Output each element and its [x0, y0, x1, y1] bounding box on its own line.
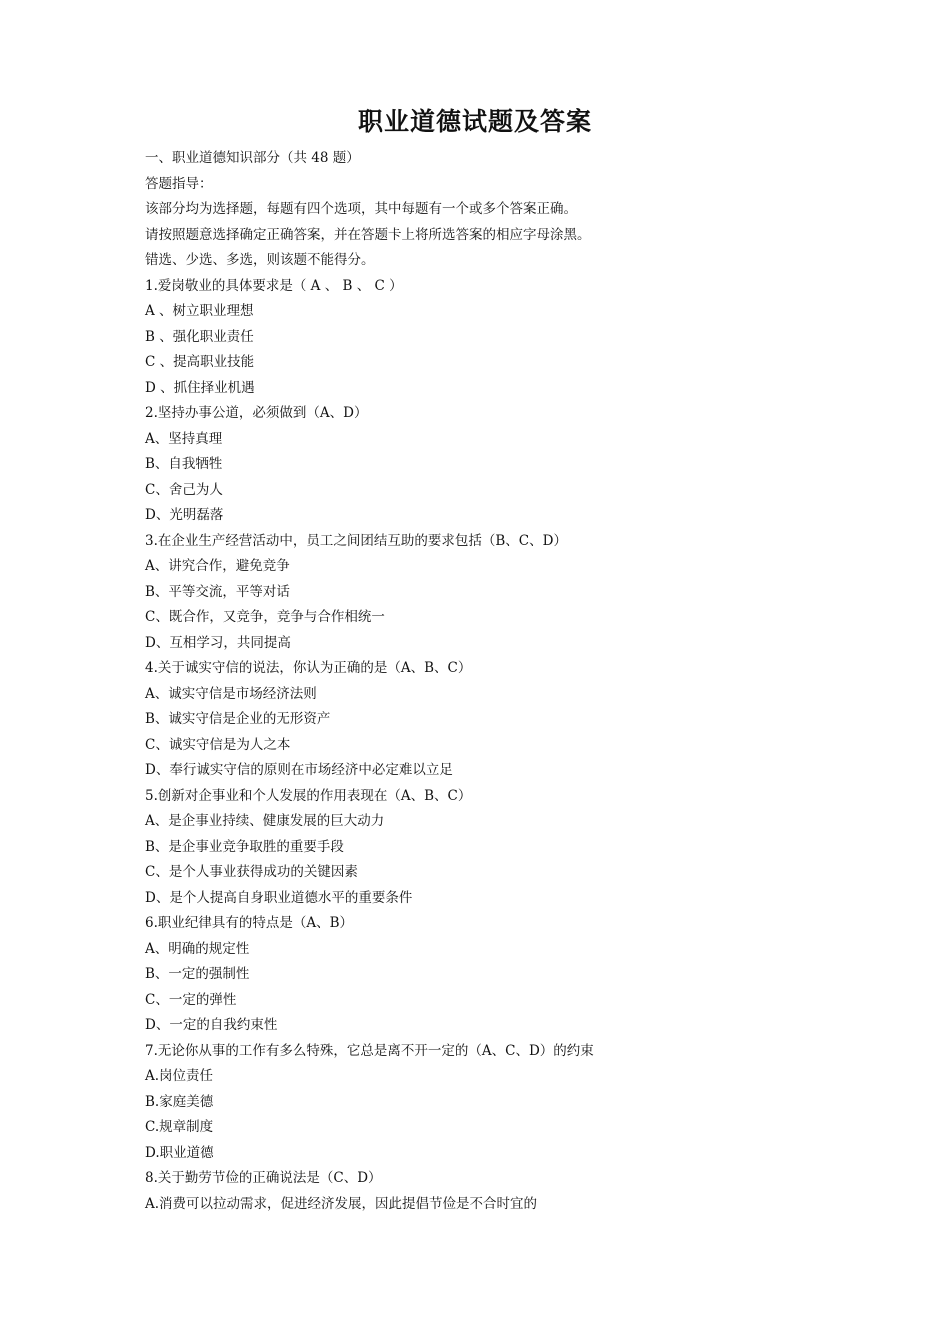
text-line: B、是企事业竞争取胜的重要手段: [145, 838, 344, 855]
text-line: C、既合作，又竞争，竞争与合作相统一: [145, 609, 385, 625]
text-line: B 、强化职业责任: [145, 328, 254, 345]
text-line: D 、抓住择业机遇: [145, 379, 255, 396]
text-line: A.岗位责任: [145, 1068, 214, 1084]
text-line: B、诚实守信是企业的无形资产: [145, 711, 331, 727]
text-line: 4.关于诚实守信的说法，你认为正确的是（A、B、C）: [145, 660, 472, 676]
text-line: B、自我牺牲: [145, 456, 223, 472]
text-line: C 、提高职业技能: [145, 354, 255, 370]
text-line: 1.爱岗敬业的具体要求是（ A 、 B 、 C ）: [145, 277, 403, 294]
text-line: 答题指导：: [145, 175, 213, 192]
text-line: B、平等交流，平等对话: [145, 583, 290, 600]
text-line: 2.坚持办事公道，必须做到（A、D）: [145, 405, 368, 421]
text-line: D、光明磊落: [145, 507, 224, 523]
text-line: 错选、少选、多选，则该题不能得分。: [145, 252, 375, 268]
text-line: C、是个人事业获得成功的关键因素: [145, 864, 358, 880]
document-body: [145, 146, 865, 1217]
text-line: D、一定的自我约束性: [145, 1017, 278, 1033]
text-line: 8.关于勤劳节俭的正确说法是（C、D）: [145, 1170, 382, 1186]
page-title: 职业道德试题及答案: [357, 107, 592, 136]
text-line: C、诚实守信是为人之本: [145, 736, 291, 753]
text-line: 3.在企业生产经营活动中，员工之间团结互助的要求包括（B、C、D）: [145, 532, 567, 549]
text-line: 6.职业纪律具有的特点是（A、B）: [145, 915, 354, 931]
text-line: A、明确的规定性: [145, 940, 250, 957]
text-line: D、互相学习，共同提高: [145, 634, 291, 651]
text-line: A 、树立职业理想: [145, 303, 254, 319]
text-line: C.规章制度: [145, 1119, 214, 1135]
text-line: A、诚实守信是市场经济法则: [145, 685, 317, 702]
text-line: C、舍己为人: [145, 481, 223, 498]
text-line: 该部分均为选择题，每题有四个选项，其中每题有一个或多个答案正确。: [145, 201, 577, 217]
text-line: D.职业道德: [145, 1144, 214, 1161]
text-line: 5.创新对企事业和个人发展的作用表现在（A、B、C）: [145, 787, 472, 804]
text-line: A、是企事业持续、健康发展的巨大动力: [145, 813, 385, 829]
text-line: A、讲究合作，避免竞争: [145, 558, 290, 574]
text-line: 一、职业道德知识部分（共 48 题）: [145, 150, 360, 166]
text-line: 7.无论你从事的工作有多么特殊，它总是离不开一定的（A、C、D）的约束: [145, 1042, 594, 1059]
text-line: D、奉行诚实守信的原则在市场经济中必定难以立足: [145, 762, 453, 778]
text-line: C、一定的弹性: [145, 991, 237, 1008]
text-line: A.消费可以拉动需求，促进经济发展，因此提倡节俭是不合时宜的: [145, 1195, 538, 1212]
text-line: D、是个人提高自身职业道德水平的重要条件: [145, 889, 413, 906]
text-line: B、一定的强制性: [145, 966, 250, 982]
text-line: A、坚持真理: [145, 430, 223, 447]
text-line: B.家庭美德: [145, 1093, 214, 1110]
text-line: 请按照题意选择确定正确答案，并在答题卡上将所选答案的相应字母涂黑。: [145, 226, 591, 243]
